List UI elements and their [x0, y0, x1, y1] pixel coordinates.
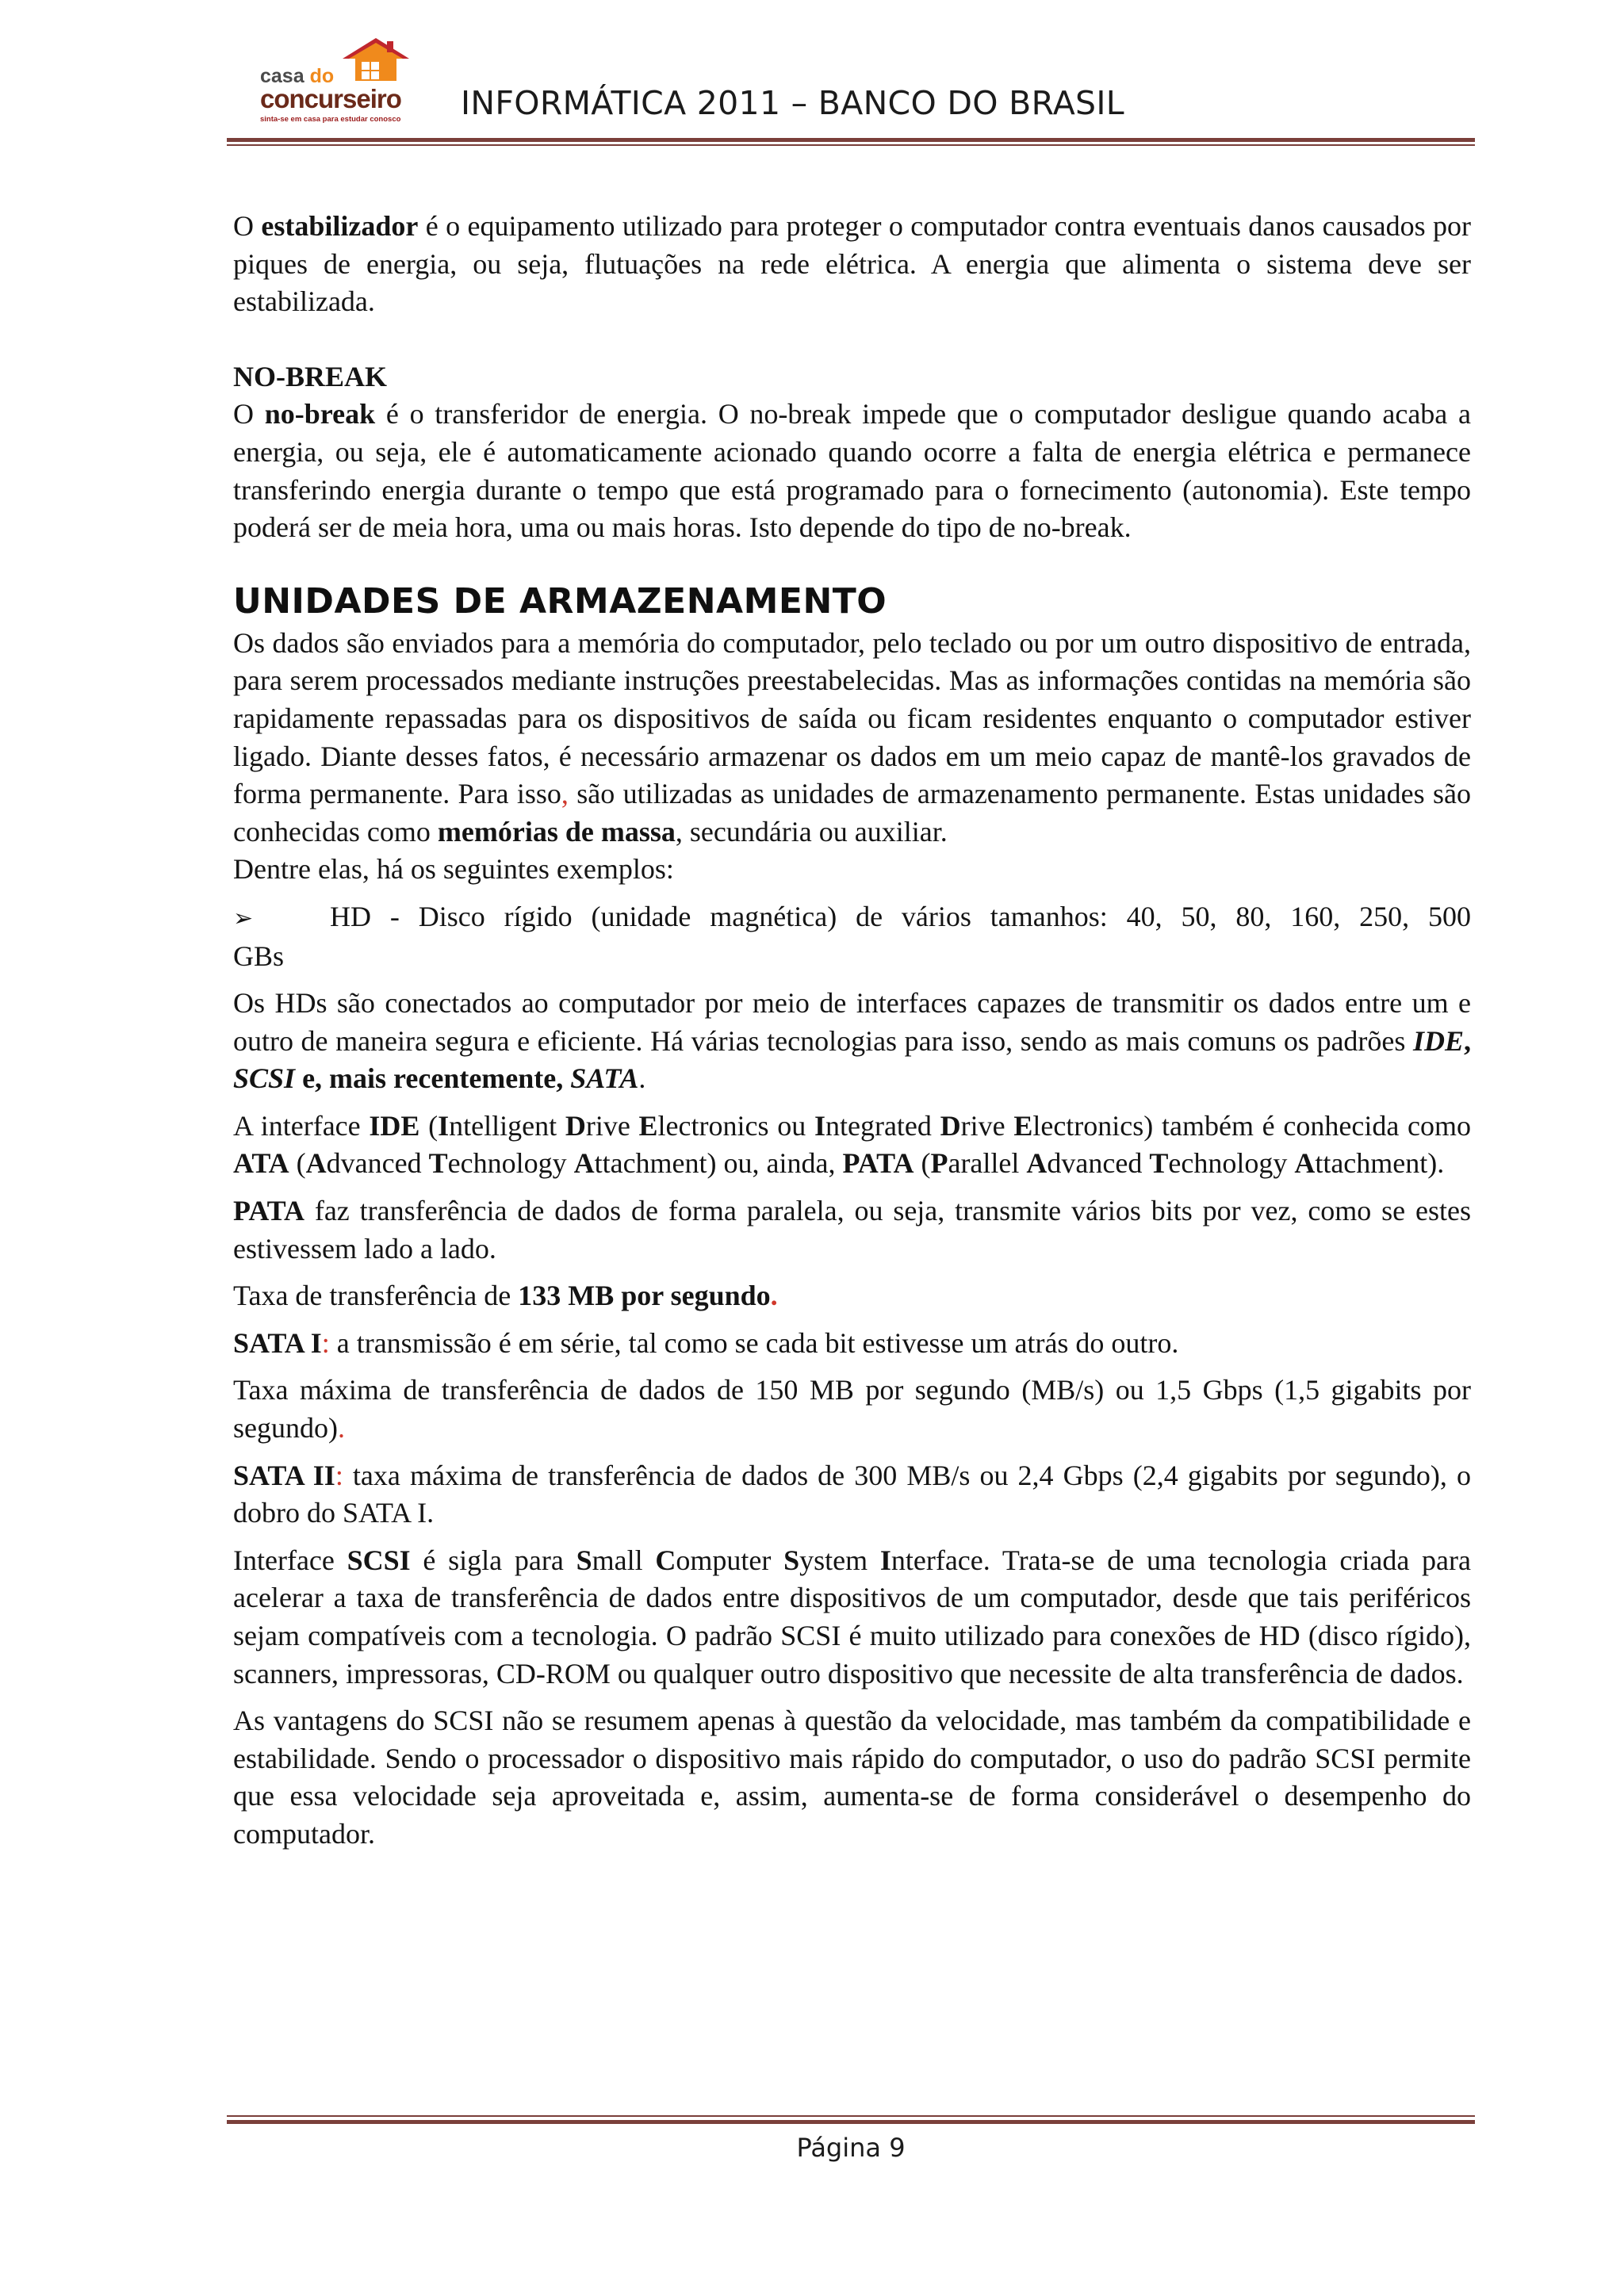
casa-do-concurseiro-logo [260, 35, 419, 122]
logo-do: do [309, 65, 335, 87]
paragraph-taxa-133: Taxa de transferência de 133 MB por segundo. [233, 1280, 778, 1312]
paragraph-dados: Os dados são enviados para a memória do computador, pelo teclado ou por um outro dispositivo de entrada, para serem processados mediante instruções preestabelecidas. Mas as informações contidas na memória são rapidamente repassadas para os dispositivos de saída ou ficam residentes enquanto o computador estiver ligado. Diante desses fatos, é necessário armazenar os dados em um meio capaz de mantê-los gravados de forma permanente. Para isso, são utilizadas as unidades de armazenamento permanente. Estas unidades são conhecidas como memórias de massa, secundária ou auxiliar. [233, 626, 1471, 848]
bullet-hd-continuation: GBs [233, 939, 285, 972]
paragraph-dentre: Dentre elas, há os seguintes exemplos: [233, 853, 674, 886]
bullet-hd-text: HD - Disco rígido (unidade magnética) de vários tamanhos: 40, 50, 80, 160, 250, 500 [330, 900, 1471, 932]
paragraph-ide: A interface IDE (Intelligent Drive Electronics ou Integrated Drive Electronics) também é conhecida como ATA (Advanced Technology Attachment) ou, ainda, PATA (Parallel Advanced Technology Attachment). [233, 1109, 1472, 1180]
page-number: Página 9 [796, 2133, 906, 2163]
page-header [227, 35, 1475, 151]
bullet-hd [233, 898, 1471, 975]
paragraph-estabilizador: O estabilizador é o equipamento utilizado para proteger o computador contra eventuais danos causados por piques de energia, ou seja, flutuações na rede elétrica. A energia que alimenta o sistema deve ser estabilizada. [233, 210, 1471, 318]
logo-casa: casa [260, 65, 310, 87]
paragraph-sata-1: SATA I: a transmissão é em série, tal como se cada bit estivesse um atrás do outro. [233, 1326, 1179, 1359]
page-content [233, 208, 1471, 1854]
paragraph-pata: PATA faz transferência de dados de forma paralela, ou seja, transmite vários bits por vez, como se estes estivessem lado a lado. [233, 1195, 1471, 1265]
page-footer [227, 2115, 1475, 2163]
paragraph-vantagens: As vantagens do SCSI não se resumem apenas à questão da velocidade, mas também da compatibilidade e estabilidade. Sendo o processador o dispositivo mais rápido do computador, o uso do padrão SCSI permite que essa velocidade seja aproveitada e, assim, aumenta-se de forma considerável o desempenho do computador. [233, 1705, 1471, 1850]
arrow-bullet-icon: ➢ [233, 904, 254, 932]
header-rule-thin [227, 144, 1475, 146]
paragraph-hds: Os HDs são conectados ao computador por meio de interfaces capazes de transmitir os dados entre um e outro de maneira segura e eficiente. Há várias tecnologias para isso, sendo as mais comuns os padrões IDE, SCSI e, mais recentemente, SATA. [233, 987, 1471, 1095]
logo-concurseiro: concurseiro [260, 84, 401, 113]
footer-rule-thin [227, 2115, 1475, 2117]
paragraph-no-break: O no-break é o transferidor de energia. O no-break impede que o computador desligue quando acaba a energia, ou seja, ele é automaticamente acionado quando ocorre a falta de energia elétrica e permanece transferindo energia durante o tempo que está programado para o fornecimento (autonomia). Este tempo poderá ser de meia hora, uma ou mais horas. Isto depende do tipo de no-break. [233, 398, 1472, 544]
header-rule [227, 138, 1475, 142]
paragraph-sata-2: SATA II: taxa máxima de transferência de dados de 300 MB/s ou 2,4 Gbps (2,4 gigabits por segundo), o dobro do SATA I. [233, 1459, 1471, 1529]
paragraph-scsi: Interface SCSI é sigla para Small Computer System Interface. Trata-se de uma tecnologia criada para acelerar a taxa de transferência de dados entre dispositivos de um computador, desde que tais periféricos sejam compatíveis com a tecnologia. O padrão SCSI é muito utilizado para conexões de HD (disco rígido), scanners, impressoras, CD-ROM ou qualquer outro dispositivo que necessite de alta transferência de dados. [233, 1544, 1471, 1689]
section-title-unidades: UNIDADES DE ARMAZENAMENTO [233, 580, 887, 622]
header-title: INFORMÁTICA 2011 – BANCO DO BRASIL [461, 84, 1124, 122]
footer-rule [227, 2120, 1475, 2124]
heading-no-break: NO-BREAK [233, 360, 388, 392]
paragraph-taxa-150: Taxa máxima de transferência de dados de 150 MB por segundo (MB/s) ou 1,5 Gbps (1,5 gigabits por segundo). [233, 1374, 1471, 1445]
logo-tagline: sinta-se em casa para estudar conosco [260, 115, 401, 124]
